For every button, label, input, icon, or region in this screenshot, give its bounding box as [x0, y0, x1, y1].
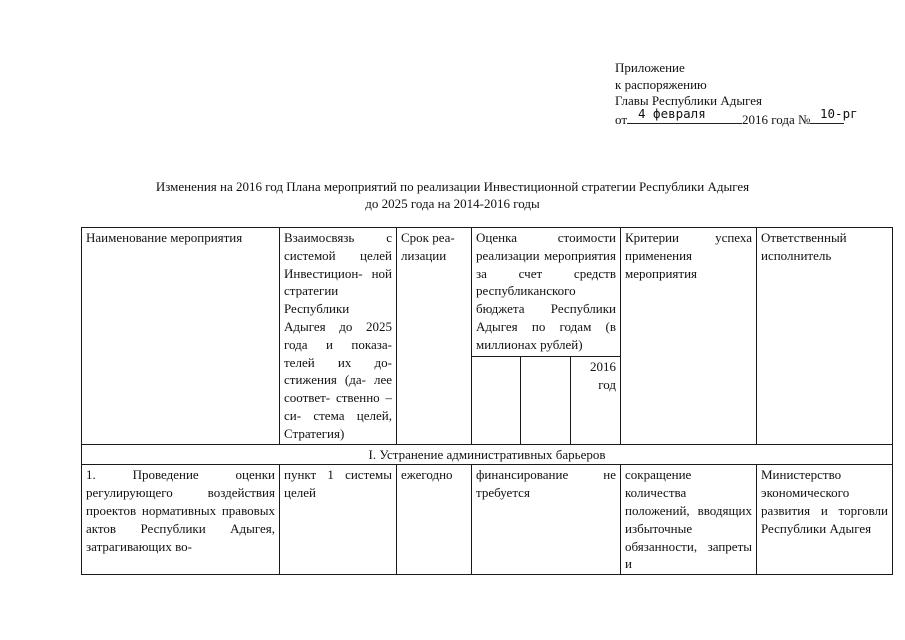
appendix-line-3: Главы Республики Адыгея	[615, 93, 763, 108]
appendix-year-text: 2016 года №	[742, 111, 811, 127]
row1-criteria: сокращение количества положений, вводящих избыточные обязанности, запреты и	[621, 465, 757, 575]
header-responsible: Ответственный исполнитель	[757, 228, 893, 445]
table-row	[82, 465, 893, 575]
header-term: Срок реа- лизации	[397, 228, 472, 445]
section-title: I. Устранение административных барьеров	[82, 444, 893, 465]
appendix-date-line	[615, 105, 858, 129]
title-line-1: Изменения на 2016 год Плана мероприятий по реализации Инвестиционной стратегии Республики Адыгея	[155, 179, 750, 194]
row1-link: пункт 1 системы целей	[280, 465, 397, 575]
section-row	[82, 444, 893, 465]
empty-year-cell-2	[521, 356, 571, 444]
appendix-block	[615, 60, 858, 128]
plan-table	[81, 227, 893, 575]
header-cost: Оценка стоимости реализации мероприятия за счет средств республиканского бюджета Республики Адыгея по годам (в миллионах рублей)	[472, 228, 621, 357]
handwritten-number: 10-рг	[820, 105, 858, 121]
header-link: Взаимосвязь с системой целей Инвестицион- ной стратегии Республики Адыгея до 2025 года и показа- телей их до- стижения (да- лее соответ- ственно – си- стема целей, Стратегия)	[280, 228, 397, 445]
table-header-row	[82, 228, 893, 357]
header-year: 2016 год	[571, 356, 621, 444]
appendix-line-1: Приложение	[615, 60, 685, 75]
row1-term: ежегодно	[397, 465, 472, 575]
row1-name: 1. Проведение оценки регулирующего воздействия проектов нормативных правовых актов Республики Адыгея, затрагивающих во-	[82, 465, 280, 575]
title-line-2: до 2025 года на 2014-2016 годы	[365, 196, 540, 211]
header-name: Наименование мероприятия	[82, 228, 280, 445]
appendix-line-2: к распоряжению	[615, 76, 707, 92]
row1-responsible: Министерство экономического развития и торговли Республики Адыгея	[757, 465, 893, 575]
handwritten-date: 4 февраля	[638, 105, 706, 121]
header-criteria: Критерии успеха применения мероприятия	[621, 228, 757, 445]
document-title	[0, 178, 905, 212]
row1-cost: финансирование не требуется	[472, 465, 621, 575]
appendix-date-prefix: от	[615, 111, 628, 127]
empty-year-cell-1	[472, 356, 521, 444]
